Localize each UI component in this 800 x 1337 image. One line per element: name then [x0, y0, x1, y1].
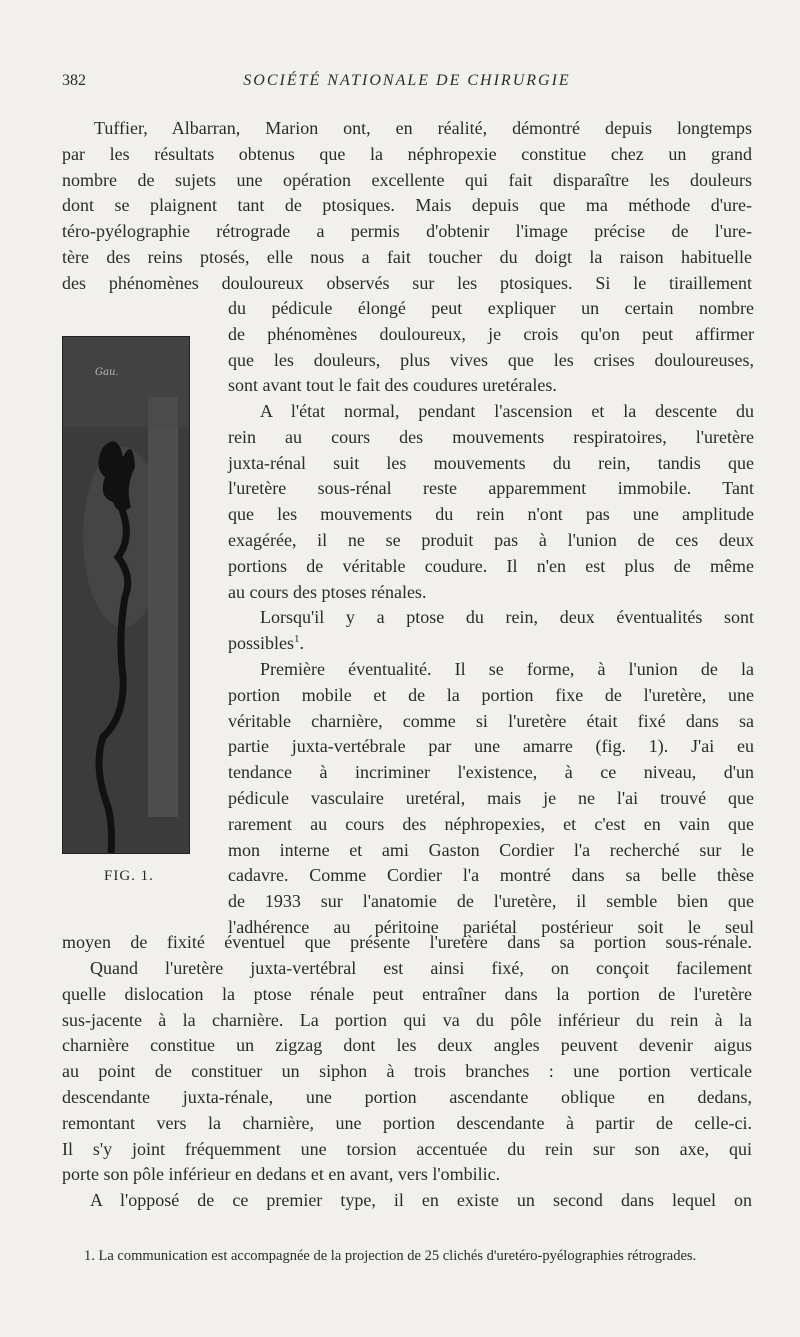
- paragraph-dislocation: [62, 956, 752, 1188]
- paragraph-normal-state: [228, 399, 754, 605]
- text-line: partie juxta-vertébrale par une amarre (fig. 1). J'ai eu: [228, 736, 754, 757]
- text-line: de phénomènes douloureux, je crois qu'on peut affirmer: [228, 323, 754, 344]
- text-line: Tuffier, Albarran, Marion ont, en réalité, démontré depuis longtemps: [94, 118, 752, 138]
- text-line: [228, 631, 754, 657]
- paragraph-ptosis: [228, 605, 754, 657]
- text-line: cadavre. Comme Cordier l'a montré dans sa belle thèse: [228, 865, 754, 886]
- text-line: exagérée, il ne se produit pas à l'union de ces deux: [228, 529, 754, 550]
- text-line: l'uretère sous-rénal reste apparemment immobile. Tant: [228, 478, 754, 499]
- text-line: A l'état normal, pendant l'ascension et la descente du: [260, 401, 754, 421]
- text-line: A l'opposé de ce premier type, il en existe un second dans lequel on: [90, 1190, 752, 1210]
- text-line: de 1933 sur l'anatomie de l'uretère, il semble bien que: [228, 891, 754, 912]
- text-line: Il s'y joint fréquemment une torsion accentuée du rein sur son axe, qui: [62, 1138, 752, 1159]
- text-line: rein au cours des mouvements respiratoires, l'uretère: [228, 426, 754, 447]
- page-header: [62, 72, 752, 94]
- figure-caption: FIG. 1.: [104, 868, 154, 884]
- text-line: tère des reins ptosés, elle nous a fait toucher du doigt la raison habituelle: [62, 246, 752, 267]
- text-line: sus-jacente à la charnière. La portion qui va du pôle inférieur du rein à la: [62, 1009, 752, 1030]
- text-line: descendante juxta-rénale, une portion ascendante oblique en dedans,: [62, 1086, 752, 1107]
- image-label: Gau.: [95, 367, 119, 378]
- text-line: pédicule vasculaire uretéral, mais je ne l'ai trouvé que: [228, 787, 754, 808]
- text-fragment: .: [299, 632, 305, 653]
- text-line: que les douleurs, plus vives que les crises douloureuses,: [228, 349, 754, 370]
- paragraph-intro: [62, 116, 752, 297]
- text-line: remontant vers la charnière, une portion descendante à partir de celle-ci.: [62, 1112, 752, 1133]
- text-fragment: possibles: [228, 632, 295, 653]
- paragraph-intro-continued: [228, 296, 754, 399]
- text-line: juxta-rénal suit les mouvements du rein, tandis que: [228, 452, 754, 473]
- text-line: rarement au cours des néphropexies, et c'est en vain que: [228, 813, 754, 834]
- running-title: SOCIÉTÉ NATIONALE DE CHIRURGIE: [243, 72, 571, 89]
- text-line: du pédicule élongé peut expliquer un certain nombre: [228, 298, 754, 318]
- text-line: au cours des ptoses rénales.: [228, 581, 427, 602]
- text-line: portions de véritable coudure. Il n'en est plus de même: [228, 555, 754, 576]
- text-line: Lorsqu'il y a ptose du rein, deux éventualités sont: [260, 607, 754, 627]
- text-line: porte son pôle inférieur en dedans et en avant, vers l'ombilic.: [62, 1164, 501, 1185]
- page-number: 382: [62, 72, 86, 89]
- text-line: portion mobile et de la portion fixe de l'uretère, une: [228, 684, 754, 705]
- text-line: l'adhérence au péritoine pariétal postérieur soit le seul: [228, 916, 754, 937]
- text-line: mon interne et ami Gaston Cordier l'a recherché sur le: [228, 839, 754, 860]
- text-line: au point de constituer un siphon à trois branches : une portion verticale: [62, 1061, 752, 1082]
- text-line: des phénomènes douloureux observés sur les ptosiques. Si le tiraillement: [62, 272, 752, 293]
- text-line: que les mouvements du rein n'ont pas une amplitude: [228, 504, 754, 525]
- radiograph-image: [63, 337, 189, 853]
- text-line: nombre de sujets une opération excellente qui fait disparaître les douleurs: [62, 169, 752, 190]
- text-line: par les résultats obtenus que la néphropexie constitue chez un grand: [62, 143, 752, 164]
- text-line: sont avant tout le fait des coudures uretérales.: [228, 375, 557, 396]
- text-line: charnière constitue un zigzag dont les deux angles peuvent devenir aigus: [62, 1035, 752, 1056]
- text-line: Première éventualité. Il se forme, à l'union de la: [260, 659, 754, 679]
- paragraph-second-type: [62, 1188, 752, 1214]
- radiograph-figure: [62, 336, 190, 854]
- text-line: téro-pyélographie rétrograde a permis d'obtenir l'image précise de l'ure-: [62, 221, 752, 242]
- text-line: Quand l'uretère juxta-vertébral est ainsi fixé, on conçoit facilement: [90, 958, 752, 978]
- text-line: véritable charnière, comme si l'uretère était fixé dans sa: [228, 710, 754, 731]
- footnote: 1. La communication est accompagnée de la projection de 25 clichés d'uretéro-pyélographies rétrogrades.: [84, 1248, 697, 1264]
- text-line: moyen de fixité éventuel que présente l'uretère dans sa portion sous-rénale.: [62, 932, 752, 952]
- text-line: quelle dislocation la ptose rénale peut entraîner dans la portion de l'uretère: [62, 983, 752, 1004]
- paragraph-first-eventuality-end: [62, 930, 752, 956]
- text-line: dont se plaignent tant de ptosiques. Mais depuis que ma méthode d'ure-: [62, 195, 752, 216]
- paragraph-first-eventuality: [228, 657, 754, 941]
- text-line: tendance à incriminer l'existence, à ce niveau, d'un: [228, 762, 754, 783]
- footnote-reference[interactable]: 1: [294, 632, 300, 645]
